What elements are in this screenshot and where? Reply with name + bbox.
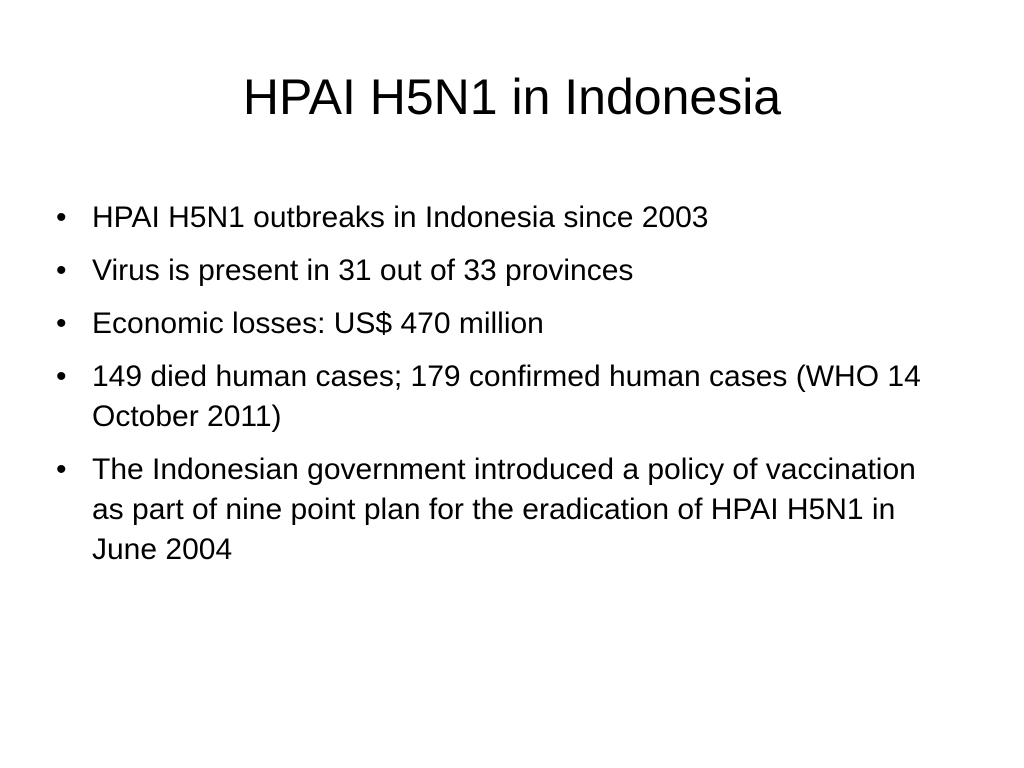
bullet-icon: • — [56, 307, 67, 340]
bullet-text: HPAI H5N1 outbreaks in Indonesia since 2003 — [92, 201, 709, 234]
bullet-text: The Indonesian government introduced a policy of vaccination as part of nine point plan for the eradication of HPAI H5N1 in June 2004 — [92, 453, 916, 566]
bullet-item — [54, 251, 954, 291]
bullet-item — [54, 450, 954, 570]
bullet-list — [54, 198, 954, 583]
bullet-item — [54, 198, 954, 238]
bullet-text: 149 died human cases; 179 confirmed human cases (WHO 14 October 2011) — [92, 360, 921, 433]
bullet-icon: • — [56, 254, 67, 287]
bullet-item — [54, 357, 954, 437]
bullet-text: Economic losses: US$ 470 million — [92, 307, 544, 340]
bullet-icon: • — [56, 360, 67, 393]
bullet-icon: • — [56, 453, 67, 486]
bullet-item — [54, 304, 954, 344]
slide-title: HPAI H5N1 in Indonesia — [242, 69, 782, 125]
bullet-text: Virus is present in 31 out of 33 provinces — [92, 254, 634, 287]
bullet-icon: • — [56, 201, 67, 234]
